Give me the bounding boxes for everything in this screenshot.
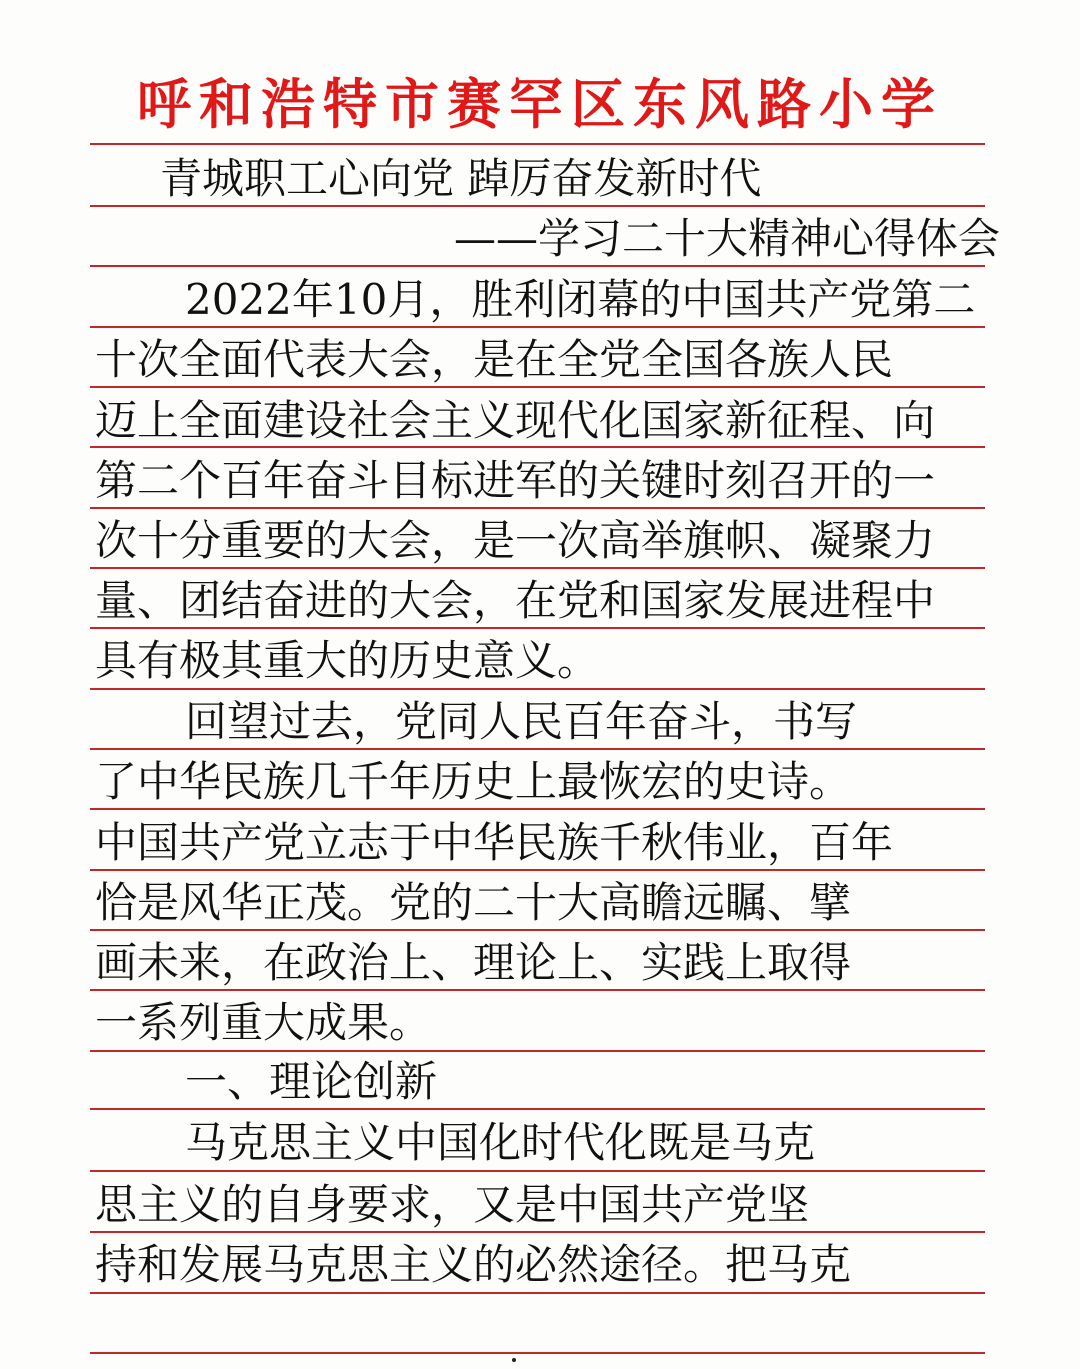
- school-header: 呼和浩特市赛罕区东风路小学: [137, 73, 943, 136]
- essay-subtitle: ——学习二十大精神心得体会: [453, 214, 1000, 263]
- ruled-line: [90, 143, 985, 145]
- essay-line: 回望过去，党同人民百年奋斗，书写: [185, 697, 858, 746]
- essay-line: 马克思主义中国化时代化既是马克: [185, 1118, 816, 1167]
- essay-line: 第二个百年奋斗目标进军的关键时刻召开的一: [95, 456, 936, 505]
- essay-line: 十次全面代表大会，是在全党全国各族人民: [95, 335, 894, 384]
- essay-line: 2022年10月，胜利闭幕的中国共产党第二: [185, 275, 976, 324]
- section-heading: 一、理论创新: [185, 1057, 438, 1106]
- essay-line: 次十分重要的大会，是一次高举旗帜、凝聚力: [95, 516, 936, 565]
- essay-line: 持和发展马克思主义的必然途径。把马克: [95, 1240, 852, 1289]
- essay-line: 一系列重大成果。: [95, 998, 432, 1047]
- ruled-line: [90, 1352, 985, 1354]
- essay-line: 思主义的自身要求，又是中国共产党坚: [95, 1180, 810, 1229]
- essay-line: 迈上全面建设社会主义现代化国家新征程、向: [95, 396, 936, 445]
- essay-line: 量、团结奋进的大会，在党和国家发展进程中: [95, 576, 936, 625]
- essay-title: 青城职工心向党 踔厉奋发新时代: [160, 154, 762, 203]
- essay-line: 了中华民族几千年历史上最恢宏的史诗。: [95, 757, 852, 806]
- ink-dot: [512, 1358, 516, 1362]
- essay-line: 恰是风华正茂。党的二十大高瞻远瞩、擘: [95, 878, 852, 927]
- essay-line: 画未来，在政治上、理论上、实践上取得: [95, 938, 852, 987]
- essay-line: 中国共产党立志于中华民族千秋伟业，百年: [95, 818, 894, 867]
- essay-line: 具有极其重大的历史意义。: [95, 636, 600, 685]
